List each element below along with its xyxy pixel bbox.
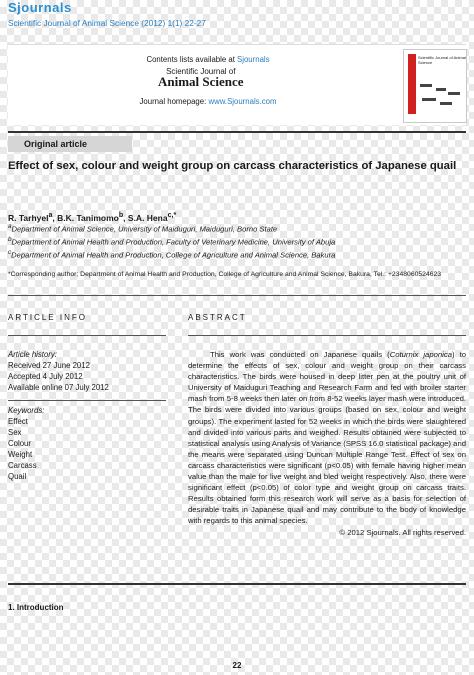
article-history	[8, 349, 109, 393]
abstract-text: This work was conducted on Japanese quails (	[210, 350, 390, 359]
cover-title: Scientific Journal of Animal Science	[418, 55, 466, 65]
author-superscript: b	[118, 211, 124, 219]
history-heading: Article history:	[8, 350, 57, 359]
cover-animal-icon	[436, 88, 446, 91]
author-name: , B.K. Tanimomo	[52, 212, 119, 223]
history-accepted: Accepted 4 July 2012	[8, 372, 83, 381]
abstract-text: ) to determine the effects of sex, colour and weight group on their carcass characteristics. The birds were housed in deep litter pen at the poultry unit of University of Maiduguri Teaching and Research Farm and fed with broiler starter mash from 5-8 weeks then later on from 8-52 weeks layer mash were introduced. The birds were divided into various groups (based on sex, colour and weight groups). The experiment lasted for 52 weeks in which the birds were slaughtered and divided into various parts and weighed. Results obtained were subjected to statistical analysis using Analysis of Variance (SPSS 16.0 statistical package) and the means were separated using Duncan Multiple Range Test. Effect of sex on carcass characteristics were significant (p<0.05) with female having higher mean value than the male for live weight and bled weight respectively. Also, there were significant effect (p<0.05) of color type and weight group on carcass traits. Results obtained form this research work will serve as a basis for selection of desirable traits in Japanese quail and may contribute to the body of knowledge with regards to this animal species.	[188, 350, 467, 526]
journal-header-box	[8, 44, 466, 125]
cover-animal-icon	[420, 84, 432, 87]
cover-red-stripe	[408, 54, 416, 114]
contents-prefix: Contents lists available at	[146, 55, 238, 64]
history-received: Received 27 June 2012	[8, 361, 90, 370]
copyright-line: © 2012 Sjournals. All rights reserved.	[339, 527, 466, 537]
author-line	[8, 211, 176, 223]
affiliation-text: Department of Animal Science, University of Maiduguri, Maiduguri, Borno State	[11, 224, 278, 234]
author-name: , S.A. Hena	[123, 212, 168, 223]
journal-title	[158, 67, 244, 87]
keyword-item: Colour	[8, 439, 31, 448]
journal-title-small: Scientific Journal of	[166, 67, 236, 76]
introduction-heading: 1. Introduction	[8, 603, 64, 612]
affiliation-text: Department of Animal Health and Production, College of Agriculture and Animal Science, Bakura	[11, 250, 336, 260]
author-name: R. Tarhyel	[8, 212, 49, 223]
keyword-item: Sex	[8, 428, 22, 437]
journal-cover-image	[403, 49, 467, 123]
sjournals-logo: Sjournals	[8, 0, 72, 15]
article-title: Effect of sex, colour and weight group on carcass characteristics of Japanese quail	[8, 160, 457, 172]
keyword-item: Carcass	[8, 461, 37, 470]
keyword-item: Effect	[8, 417, 28, 426]
keyword-item: Quail	[8, 472, 27, 481]
keywords-heading: Keywords:	[8, 406, 45, 415]
affiliation-b	[8, 236, 335, 247]
keywords-list	[8, 405, 44, 482]
author-superscript: a	[48, 211, 53, 219]
abstract-rule	[188, 335, 466, 336]
contents-link[interactable]: Sjournals	[237, 55, 270, 64]
contents-line	[8, 55, 408, 64]
journal-title-big: Animal Science	[158, 74, 244, 89]
cover-animal-icon	[448, 92, 460, 95]
homepage-prefix: Journal homepage:	[139, 97, 209, 106]
section-divider	[8, 295, 466, 296]
corresponding-author-note: *Corresponding author; Department of Animal Health and Production, College of Agriculture and Animal Science, Bakura, Tel.: +2348060524623	[8, 271, 442, 278]
cover-animal-icon	[440, 102, 452, 105]
homepage-link[interactable]: www.Sjournals.com	[208, 97, 277, 106]
affiliation-superscript: b	[8, 236, 12, 243]
abstract-body	[188, 349, 466, 538]
affiliation-c	[8, 249, 335, 260]
abstract-heading: ABSTRACT	[188, 313, 247, 322]
citation-line: Scientific Journal of Animal Science (2012) 1(1) 22-27	[8, 18, 206, 28]
author-superscript: c,*	[167, 211, 177, 219]
affiliation-a	[8, 223, 277, 234]
cover-animal-icon	[422, 98, 436, 101]
article-info-heading: ARTICLE INFO	[8, 313, 87, 322]
history-online: Available online 07 July 2012	[8, 383, 109, 392]
article-type-label: Original article	[8, 136, 132, 152]
affiliation-superscript: a	[8, 223, 12, 230]
page-number: 22	[232, 661, 242, 670]
header-divider	[8, 131, 466, 133]
history-rule	[8, 400, 166, 401]
species-name: Coturnix japonica	[389, 350, 452, 359]
affiliation-text: Department of Animal Health and Production, Faculty of Veterinary Medicine, University of Abuja	[11, 237, 336, 247]
keyword-item: Weight	[8, 450, 33, 459]
affiliation-superscript: c	[8, 249, 12, 256]
abstract-end-divider	[8, 583, 466, 585]
article-info-rule	[8, 335, 166, 336]
abstract-paragraph	[188, 349, 466, 527]
homepage-line	[8, 97, 408, 106]
